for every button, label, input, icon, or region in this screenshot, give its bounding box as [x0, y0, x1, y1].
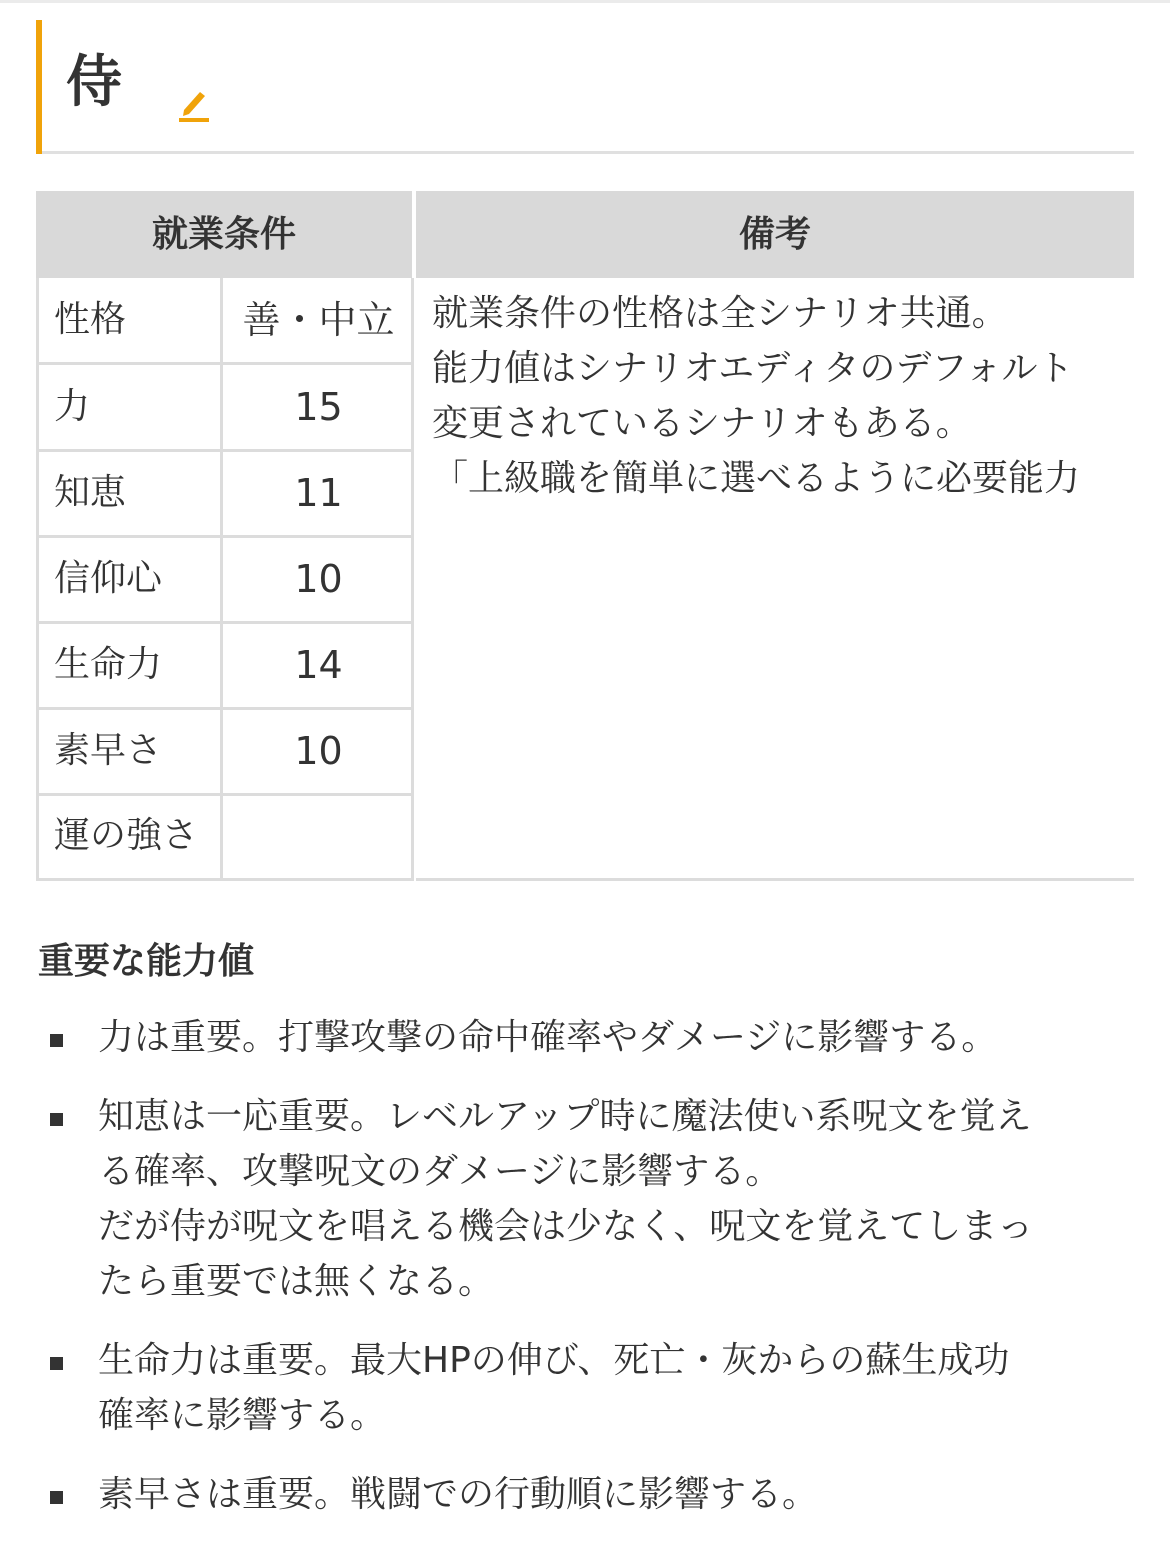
note-line: 変更されているシナリオもある。 — [432, 403, 972, 444]
list-item — [40, 1010, 1134, 1065]
row-value: 14 — [226, 623, 414, 707]
table-row — [36, 537, 414, 624]
header-condition: 就業条件 — [36, 191, 412, 278]
list-item — [40, 1089, 1134, 1309]
list-item-text: たら重要では無くなる。 — [98, 1261, 495, 1302]
row-value: 10 — [226, 709, 414, 793]
note-line: 就業条件の性格は全シナリオ共通。 — [432, 293, 1008, 334]
row-label: 運の強さ — [36, 794, 223, 878]
table-row — [36, 278, 414, 365]
row-value: 11 — [226, 451, 414, 535]
row-value: 善・中立 — [226, 278, 414, 362]
bullet-square-icon — [50, 1357, 63, 1370]
list-item — [40, 1333, 1134, 1443]
edit-pencil-icon[interactable] — [176, 84, 212, 124]
note-line: 能力値はシナリオエディタのデフォルト — [432, 348, 1074, 389]
list-item-text: 生命力は重要。最大HPの伸び、死亡・灰からの蘇生成功 — [98, 1340, 1010, 1381]
note-cell — [416, 278, 1134, 881]
row-label: 知恵 — [36, 451, 223, 535]
list-item-text: 知恵は一応重要。レベルアップ時に魔法使い系呪文を覚え — [98, 1096, 1032, 1137]
row-value — [226, 794, 414, 878]
table-row — [36, 709, 414, 796]
row-label: 生命力 — [36, 623, 223, 707]
list-item-text: る確率、攻撃呪文のダメージに影響する。 — [98, 1151, 782, 1192]
page-title: 侍 — [66, 50, 122, 115]
row-label: 素早さ — [36, 709, 223, 793]
list-item-text: 力は重要。打撃攻撃の命中確率やダメージに影響する。 — [98, 1017, 998, 1058]
bullet-square-icon — [50, 1491, 63, 1504]
section-title: 重要な能力値 — [38, 941, 255, 982]
heading-accent-bar — [36, 20, 42, 154]
table-row — [36, 623, 414, 710]
top-divider — [0, 0, 1170, 3]
row-label: 性格 — [36, 278, 223, 362]
section-heading — [36, 20, 1134, 154]
bullet-square-icon — [50, 1034, 63, 1047]
row-value: 10 — [226, 537, 414, 621]
note-line: 「上級職を簡単に選べるように必要能力 — [432, 458, 1081, 499]
job-requirements-table — [36, 191, 1134, 881]
list-item-text: 素早さは重要。戦闘での行動順に影響する。 — [98, 1474, 819, 1515]
list-item-text: だが侍が呪文を唱える機会は少なく、呪文を覚えてしまっ — [98, 1206, 1034, 1247]
important-stats-list — [40, 1010, 1134, 1546]
row-label: 信仰心 — [36, 537, 223, 621]
row-label: 力 — [36, 365, 223, 449]
header-note: 備考 — [416, 191, 1134, 278]
list-item-text: 確率に影響する。 — [98, 1395, 387, 1436]
bullet-square-icon — [50, 1113, 63, 1126]
row-value: 15 — [226, 365, 414, 449]
table-row — [36, 365, 414, 452]
table-row — [36, 794, 414, 881]
table-row — [36, 451, 414, 538]
